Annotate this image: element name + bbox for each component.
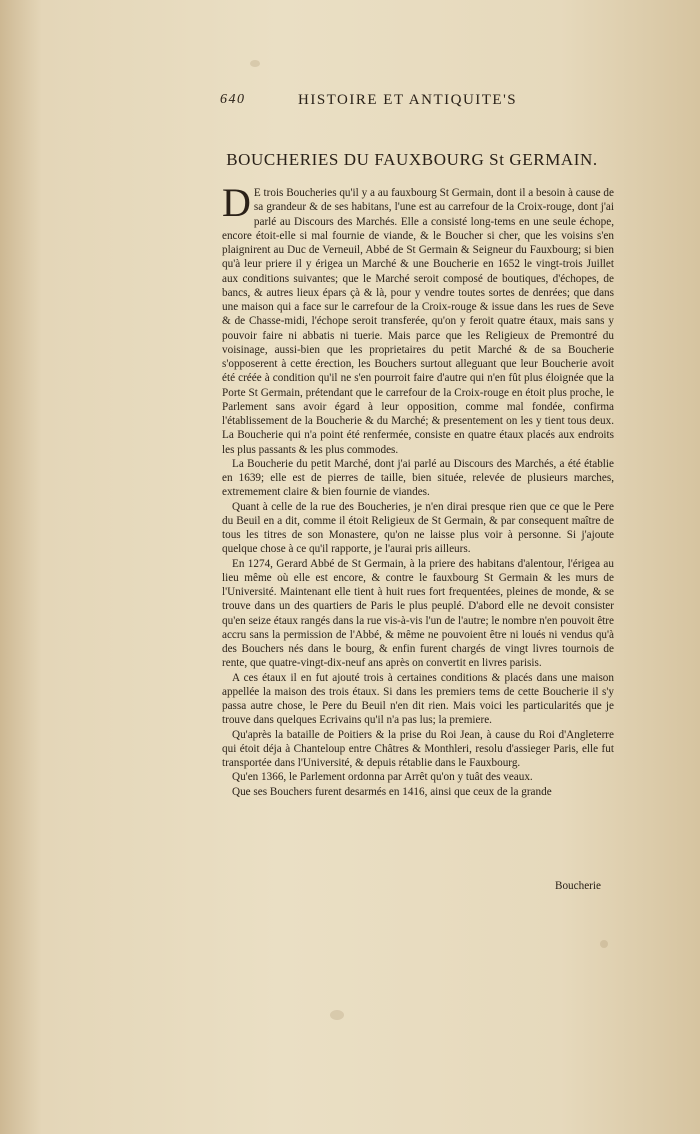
paper-stain	[330, 1010, 344, 1020]
section-title: BOUCHERIES DU FAUXBOURG St GERMAIN.	[226, 150, 598, 169]
drop-cap: D	[222, 180, 251, 225]
page-number: 640	[220, 92, 246, 107]
catchword: Boucherie	[555, 880, 601, 892]
paragraph: La Boucherie du petit Marché, dont j'ai parlé au Discours des Marchés, a été établie en 1639; elle est de pierres de taille, bien située, relevée de plusieurs marches, extremement claire & bien fournie de viandes.	[222, 457, 614, 499]
body-text	[222, 180, 614, 799]
paragraph: Que ses Bouchers furent desarmés en 1416, ainsi que ceux de la grande	[232, 785, 552, 798]
paragraph	[222, 180, 614, 457]
paper-stain	[600, 940, 608, 948]
running-head: HISTOIRE ET ANTIQUITE'S	[298, 92, 518, 108]
paper-stain	[250, 60, 260, 67]
paragraph: Qu'après la bataille de Poitiers & la prise du Roi Jean, à cause du Roi d'Angleterre qui étoit déja à Chanteloup entre Châtres & Monthleri, resolu d'assieger Paris, elle fut transportée dans l'Université, & depuis rétablie dans le Fauxbourg.	[222, 728, 614, 769]
paragraph: En 1274, Gerard Abbé de St Germain, à la priere des habitans d'alentour, l'érigea au lieu même où elle est encore, & contre le fauxbourg St Germain & les murs de l'Université. Maintenant elle tient à huit rues fort frequentées, pleines de monde, & se trouve dans un des quartiers de Paris le plus peuplé. D'abord elle ne devoit consister qu'en seize étaux rangés dans la rue vis-à-vis l'un de l'autre; le nombre n'en pouvoit être accru sans la permission de l'Abbé, & même ne pouvoient être ni loués ni vendus qu'à des Bouchers nés dans le bourg, & enfin furent chargés de vingt livres tournois de rente, que quatre-vingt-dix-neuf ans après on convertit en livres parisis.	[222, 557, 614, 670]
paragraph: A ces étaux il en fut ajouté trois à certaines conditions & placés dans une maison appellée la maison des trois étaux. Si dans les premiers tems de cette Boucherie il s'y passa autre chose, le Pere du Beuil n'en dit rien. Mais voici les particularités que je trouve dans quelques Ecrivains qu'il n'a pas lus; la premiere.	[222, 671, 614, 727]
paragraph: Qu'en 1366, le Parlement ordonna par Arrêt qu'on y tuât des veaux.	[232, 771, 533, 784]
paragraph-text: E trois Boucheries qu'il y a au fauxbourg St Germain, dont il a besoin à cause de sa grandeur & de ses habitans, l'une est au carrefour de la Croix-rouge, dont j'ai parlé au Discours des Marchés. Elle a consisté long-tems en une seule échope, encore étoit-elle si mal fournie de viande, & le Boucher si cher, que les voisins s'en plaignirent au Duc de Verneuil, Abbé de St Germain & Seigneur du Fauxbourg; si bien qu'à leur priere il y érigea un Marché & une Boucherie en 1652 le vingt-trois Juillet aux conditions suivantes; que le Marché seroit composé de boutiques, d'échopes, de bancs, & autres lieux épars çà & là, pour y vendre toutes sortes de denrées; que dans une maison qui a face sur le carrefour de la Croix-rouge & issue dans les rues de Seve & de Chasse-midi, l'échope seroit transferée, qu'on y feroit quatre étaux, mais sans y pouvoir faire ni abbatis ni tuerie. Mais parce que les Religieux de Premontré du voisinage, aussi-bien que les proprietaires du petit Marché & de sa Boucherie s'opposerent à cette érection, les Bouchers surtout alleguant que leur Boucherie avoit été créée à condition qu'il ne s'en pourroit faire d'autre qui n'en fût plus éloignée que la Porte St Germain, prétendant que le carrefour de la Croix-rouge en étoit plus proche, le Parlement sans avoir égard à leur opposition, comme mal fondée, confirma l'établissement de la Boucherie & du Marché; & presentement on les y tient tous deux. La Boucherie qui n'a point été renfermée, consiste en quatre étaux placés aux endroits les plus passants & les plus commodes.	[222, 187, 614, 456]
paragraph: Quant à celle de la rue des Boucheries, je n'en dirai presque rien que ce que le Pere du Beuil en a dit, comme il étoit Religieux de St Germain, & par consequent maître de tous les titres de son Monastere, qu'on ne laisse plus voir à personne. Si j'ajoute quelque chose à ce qu'il rapporte, je l'aurai pris ailleurs.	[222, 500, 614, 556]
